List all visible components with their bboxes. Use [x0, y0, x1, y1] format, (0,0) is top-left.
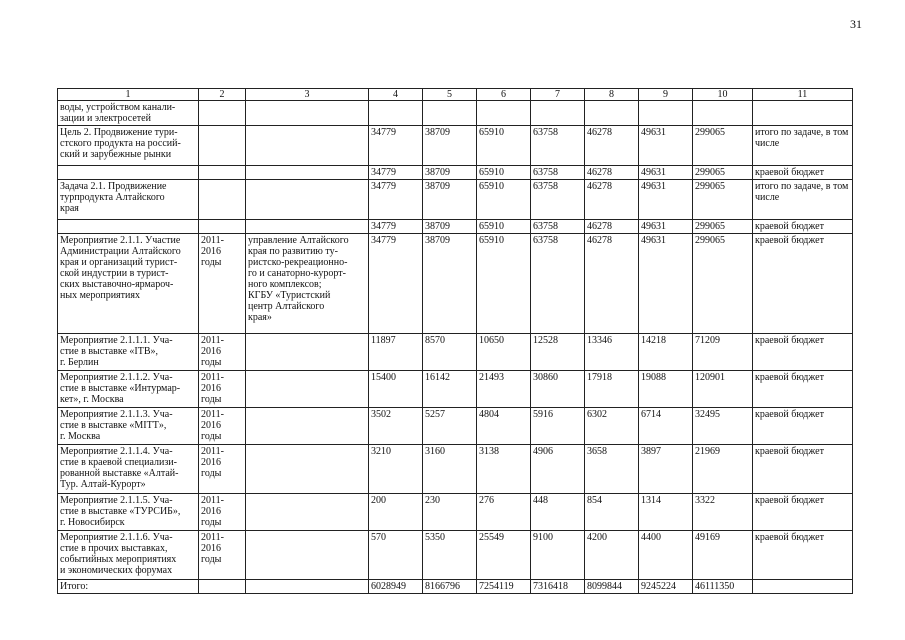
item-name-cell: Цель 2. Продвижение тури- стского продукта на россий- ский и зарубежные рынки [58, 126, 199, 166]
amount-cell: 3897 [639, 445, 693, 494]
amount-cell: 46111350 [693, 580, 753, 594]
amount-cell: 21969 [693, 445, 753, 494]
table-row [58, 180, 853, 220]
amount-cell: 9100 [531, 531, 585, 580]
item-name-cell: Мероприятие 2.1.1.1. Уча- стие в выставке «ITB», г. Берлин [58, 334, 199, 371]
amount-cell: 49631 [639, 166, 693, 180]
amount-cell: 46278 [585, 126, 639, 166]
amount-cell: 17918 [585, 371, 639, 408]
table-row [58, 580, 853, 594]
header-cell: 4 [369, 89, 423, 101]
header-cell: 6 [477, 89, 531, 101]
amount-cell: 49631 [639, 234, 693, 334]
amount-cell: 46278 [585, 166, 639, 180]
amount-cell: 299065 [693, 180, 753, 220]
table-row [58, 408, 853, 445]
funding-source-cell: краевой бюджет [753, 166, 853, 180]
page-number: 31 [850, 17, 862, 31]
amount-cell: 21493 [477, 371, 531, 408]
item-name-cell [58, 220, 199, 234]
item-name-cell: воды, устройством канали- зации и электросетей [58, 101, 199, 126]
amount-cell: 200 [369, 494, 423, 531]
executor-cell [246, 126, 369, 166]
executor-cell [246, 531, 369, 580]
amount-cell: 276 [477, 494, 531, 531]
funding-source-cell [753, 580, 853, 594]
table-row [58, 234, 853, 334]
amount-cell: 7316418 [531, 580, 585, 594]
amount-cell: 19088 [639, 371, 693, 408]
amount-cell: 16142 [423, 371, 477, 408]
amount-cell: 4804 [477, 408, 531, 445]
item-name-cell: Мероприятие 2.1.1.2. Уча- стие в выставке «Интурмар- кет», г. Москва [58, 371, 199, 408]
table-row [58, 334, 853, 371]
amount-cell: 4906 [531, 445, 585, 494]
amount-cell: 6028949 [369, 580, 423, 594]
item-name-cell: Итого: [58, 580, 199, 594]
amount-cell: 448 [531, 494, 585, 531]
amount-cell: 38709 [423, 220, 477, 234]
amount-cell: 299065 [693, 234, 753, 334]
amount-cell: 299065 [693, 220, 753, 234]
item-name-cell: Мероприятие 2.1.1.6. Уча- стие в прочих выставках, событийных мероприятиях и экономических форумах [58, 531, 199, 580]
amount-cell: 65910 [477, 166, 531, 180]
funding-source-cell: краевой бюджет [753, 445, 853, 494]
item-name-cell: Задача 2.1. Продвижение турпродукта Алтайского края [58, 180, 199, 220]
amount-cell: 38709 [423, 234, 477, 334]
header-cell: 7 [531, 89, 585, 101]
amount-cell: 1314 [639, 494, 693, 531]
period-cell: 2011- 2016 годы [199, 494, 246, 531]
funding-source-cell: краевой бюджет [753, 334, 853, 371]
period-cell [199, 126, 246, 166]
period-cell: 2011- 2016 годы [199, 445, 246, 494]
amount-cell: 32495 [693, 408, 753, 445]
amount-cell: 46278 [585, 180, 639, 220]
header-cell: 8 [585, 89, 639, 101]
amount-cell: 63758 [531, 180, 585, 220]
table-row [58, 220, 853, 234]
amount-cell: 5257 [423, 408, 477, 445]
period-cell: 2011- 2016 годы [199, 371, 246, 408]
header-cell: 3 [246, 89, 369, 101]
amount-cell: 10650 [477, 334, 531, 371]
amount-cell: 6714 [639, 408, 693, 445]
amount-cell: 299065 [693, 166, 753, 180]
amount-cell: 63758 [531, 166, 585, 180]
table-row [58, 126, 853, 166]
header-row [58, 89, 853, 101]
item-name-cell [58, 166, 199, 180]
executor-cell [246, 166, 369, 180]
amount-cell: 65910 [477, 180, 531, 220]
amount-cell: 49631 [639, 126, 693, 166]
amount-cell: 8166796 [423, 580, 477, 594]
executor-cell [246, 494, 369, 531]
amount-cell: 49631 [639, 180, 693, 220]
amount-cell: 7254119 [477, 580, 531, 594]
amount-cell: 14218 [639, 334, 693, 371]
amount-cell: 34779 [369, 234, 423, 334]
amount-cell: 3502 [369, 408, 423, 445]
amount-cell [369, 101, 423, 126]
executor-cell [246, 580, 369, 594]
executor-cell [246, 334, 369, 371]
amount-cell: 8570 [423, 334, 477, 371]
funding-source-cell [753, 101, 853, 126]
executor-cell [246, 445, 369, 494]
executor-cell [246, 101, 369, 126]
amount-cell: 38709 [423, 180, 477, 220]
funding-source-cell: итого по задаче, в том числе [753, 180, 853, 220]
amount-cell: 34779 [369, 180, 423, 220]
amount-cell: 12528 [531, 334, 585, 371]
amount-cell: 34779 [369, 220, 423, 234]
period-cell: 2011- 2016 годы [199, 408, 246, 445]
amount-cell: 11897 [369, 334, 423, 371]
period-cell: 2011- 2016 годы [199, 234, 246, 334]
amount-cell: 25549 [477, 531, 531, 580]
amount-cell: 63758 [531, 234, 585, 334]
header-cell: 9 [639, 89, 693, 101]
period-cell [199, 101, 246, 126]
item-name-cell: Мероприятие 2.1.1.4. Уча- стие в краевой специализи- рованной выставке «Алтай- Тур. Алтай-Курорт» [58, 445, 199, 494]
amount-cell: 65910 [477, 220, 531, 234]
funding-source-cell: итого по задаче, в том числе [753, 126, 853, 166]
executor-cell [246, 371, 369, 408]
amount-cell: 49169 [693, 531, 753, 580]
amount-cell: 120901 [693, 371, 753, 408]
amount-cell: 3210 [369, 445, 423, 494]
amount-cell: 38709 [423, 166, 477, 180]
amount-cell: 65910 [477, 126, 531, 166]
period-cell [199, 180, 246, 220]
period-cell: 2011- 2016 годы [199, 531, 246, 580]
amount-cell: 49631 [639, 220, 693, 234]
amount-cell: 299065 [693, 126, 753, 166]
period-cell: 2011- 2016 годы [199, 334, 246, 371]
amount-cell: 3138 [477, 445, 531, 494]
table-row [58, 101, 853, 126]
funding-source-cell: краевой бюджет [753, 371, 853, 408]
amount-cell: 46278 [585, 234, 639, 334]
amount-cell [639, 101, 693, 126]
amount-cell: 38709 [423, 126, 477, 166]
amount-cell: 46278 [585, 220, 639, 234]
amount-cell [585, 101, 639, 126]
amount-cell: 5916 [531, 408, 585, 445]
executor-cell: управление Алтайского края по развитию ту- ристско-рекреационно- го и санаторно-курорт- ного комплексов; КГБУ «Туристский центр Алтайского края» [246, 234, 369, 334]
funding-source-cell: краевой бюджет [753, 408, 853, 445]
header-cell: 1 [58, 89, 199, 101]
amount-cell: 3160 [423, 445, 477, 494]
item-name-cell: Мероприятие 2.1.1.3. Уча- стие в выставке «MITT», г. Москва [58, 408, 199, 445]
item-name-cell: Мероприятие 2.1.1.5. Уча- стие в выставке «ТУРСИБ», г. Новосибирск [58, 494, 199, 531]
amount-cell [531, 101, 585, 126]
amount-cell: 8099844 [585, 580, 639, 594]
amount-cell: 570 [369, 531, 423, 580]
amount-cell: 9245224 [639, 580, 693, 594]
amount-cell: 34779 [369, 166, 423, 180]
amount-cell: 34779 [369, 126, 423, 166]
period-cell [199, 580, 246, 594]
amount-cell: 230 [423, 494, 477, 531]
amount-cell: 3322 [693, 494, 753, 531]
amount-cell: 13346 [585, 334, 639, 371]
funding-source-cell: краевой бюджет [753, 494, 853, 531]
header-cell: 2 [199, 89, 246, 101]
table-row [58, 531, 853, 580]
amount-cell: 63758 [531, 126, 585, 166]
executor-cell [246, 180, 369, 220]
period-cell [199, 166, 246, 180]
header-cell: 11 [753, 89, 853, 101]
executor-cell [246, 408, 369, 445]
amount-cell: 5350 [423, 531, 477, 580]
table-row [58, 371, 853, 408]
amount-cell: 4200 [585, 531, 639, 580]
funding-source-cell: краевой бюджет [753, 531, 853, 580]
amount-cell [693, 101, 753, 126]
table-row [58, 166, 853, 180]
funding-source-cell: краевой бюджет [753, 220, 853, 234]
amount-cell: 15400 [369, 371, 423, 408]
amount-cell: 63758 [531, 220, 585, 234]
item-name-cell: Мероприятие 2.1.1. Участие Администрации Алтайского края и организаций турист- ской индустрии в турист- ских выставочно-ярмароч- ных мероприятиях [58, 234, 199, 334]
executor-cell [246, 220, 369, 234]
amount-cell [477, 101, 531, 126]
header-cell: 5 [423, 89, 477, 101]
amount-cell: 30860 [531, 371, 585, 408]
amount-cell: 4400 [639, 531, 693, 580]
amount-cell: 65910 [477, 234, 531, 334]
amount-cell [423, 101, 477, 126]
period-cell [199, 220, 246, 234]
header-cell: 10 [693, 89, 753, 101]
table-row [58, 445, 853, 494]
funding-source-cell: краевой бюджет [753, 234, 853, 334]
amount-cell: 3658 [585, 445, 639, 494]
table-row [58, 494, 853, 531]
amount-cell: 854 [585, 494, 639, 531]
amount-cell: 6302 [585, 408, 639, 445]
program-table [57, 88, 853, 594]
amount-cell: 71209 [693, 334, 753, 371]
